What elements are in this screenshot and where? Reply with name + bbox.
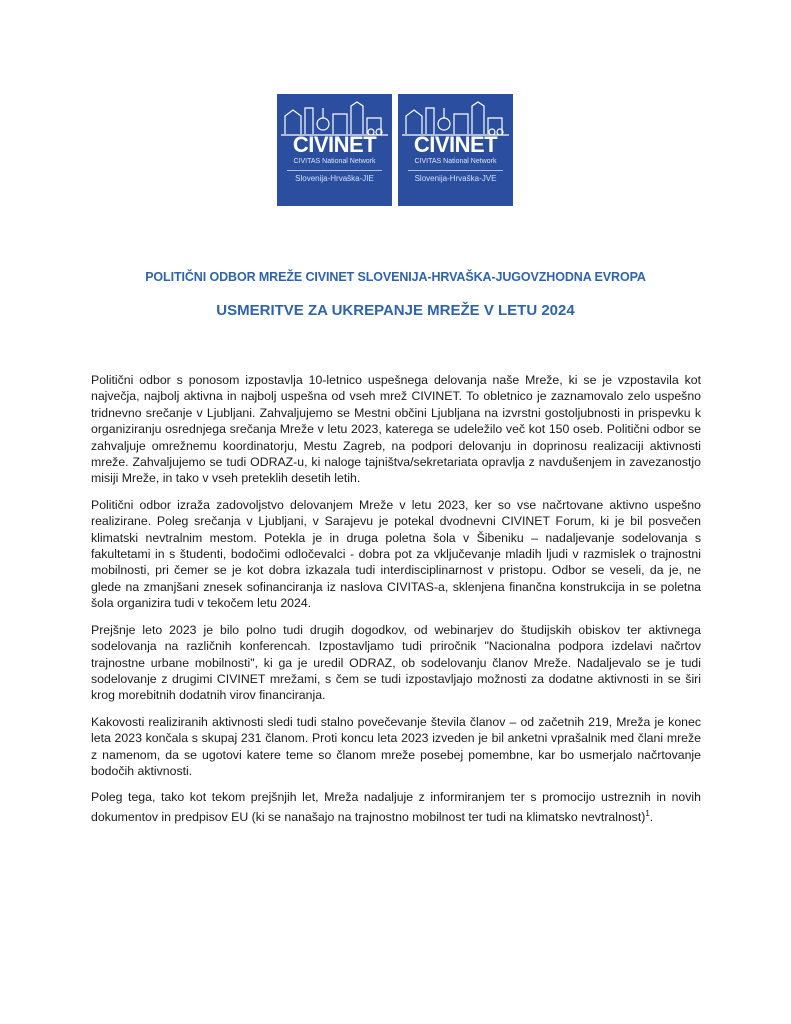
paragraph: Prejšnje leto 2023 je bilo polno tudi drugih dogodkov, od webinarjev do študijskih obiskov ter aktivnega sodelovanja na različnih konferencah. Izpostavljamo tudi priročnik "Nacionalna podpora izdelavi načrtov trajnostne urbane mobilnosti", ki ga je uredil ODRAZ, ob sodelovanju članov Mreže. Nadaljevalo se je tudi sodelovanje z drugimi CIVINET mrežami, s čem se tudi izpostavljajo možnosti za dodatne aktivnosti in se širi krog morebitnih dodatnih virov financiranja.: [91, 622, 701, 703]
logo-region: Slovenija-Hrvaška-JIE: [295, 174, 374, 183]
logo-row: [277, 94, 513, 206]
document-heading: POLITIČNI ODBOR MREŽE CIVINET SLOVENIJA-HRVAŠKA-JUGOVZHODNA EVROPA: [145, 270, 646, 284]
logo-brand: CIVINET: [413, 132, 498, 157]
logo-subtitle: CIVITAS National Network: [414, 158, 497, 165]
paragraph-end: .: [649, 809, 654, 824]
paragraph: Politični odbor s ponosom izpostavlja 10-letnico uspešnega delovanja naše Mreže, ki se je vzpostavila kot največja, najbolj aktivna in najbolj uspešna od vseh mrež CIVINET. To obletnico je zaznamovalo zelo uspešno tridnevno srečanje v Ljubljani. Zahvaljujemo se Mestni občini Ljubljana na izvrstni gostoljubnosti in prispevku k organiziranju osrednjega srečanja Mreže v letu 2023, katerega se udeležilo več kot 150 oseb. Politični odbor se zahvaljuje omrežnemu koordinatorju, Mestu Zagreb, na podpori delovanju in doprinosu realizaciji aktivnosti mreže. Zahvaljujemo se tudi ODRAZ-u, ki naloge tajništva/sekretariata opravlja z navdušenjem in zavezanostjo misiji Mreže, in tako v vseh preteklih desetih letih.: [91, 373, 701, 486]
logo-brand: CIVINET: [292, 132, 377, 157]
paragraph-last: [91, 789, 701, 825]
paragraph-text: Poleg tega, tako kot tekom prejšnjih let, Mreža nadaljuje z informiranjem ter s promocijo ustreznih in novih dokumentov in predpisov EU (ki se nanašajo na trajnostno mobilnost ter tudi na klimatsko nevtralnost): [91, 790, 701, 824]
document-title: USMERITVE ZA UKREPANJE MREŽE V LETU 2024: [216, 302, 575, 319]
logo-divider: [408, 170, 503, 171]
logo-subtitle: CIVITAS National Network: [293, 158, 376, 165]
civinet-logo-left: [277, 94, 392, 206]
footnote-marker[interactable]: 1: [645, 808, 650, 818]
paragraph: Kakovosti realiziranih aktivnosti sledi tudi stalno povečevanje števila članov – od začetnih 219, Mreža je konec leta 2023 končala s skupaj 231 članom. Proti koncu leta 2023 izveden je bil anketni vprašalnik med člani mreže z namenom, da se ugotovi katere teme so članom mreže posebej pomembne, kar bo usmerjalo načrtovanje bodočih aktivnosti.: [91, 714, 701, 778]
logo-region: Slovenija-Hrvaška-JVE: [414, 174, 497, 183]
civinet-logo-right: [398, 94, 513, 206]
document-body: [91, 372, 701, 825]
logo-divider: [287, 170, 382, 171]
paragraph: Politični odbor izraža zadovoljstvo delovanjem Mreže v letu 2023, ker so vse načrtovane aktivno uspešno realizirane. Poleg srečanja v Ljubljani, v Sarajevu je potekal dvodnevni CIVINET Forum, ki je bil posvečen klimatski nevtralnim mestom. Potekla je in druga poletna šola v Šibeniku – nadaljevanje sodelovanja s fakultetami in s študenti, bodočimi odločevalci - dobra pot za vključevanje mladih ljudi v razmislek o trajnostni mobilnosti, pri čemer se je kot dobra izkazala tudi interdisciplinarnost v pristopu. Odbor se veseli, da je, ne glede na zmanjšani znesek sofinanciranja iz naslova CIVITAS-a, sklenjena finančna konstrukcija in se poletna šola organizira tudi v tekočem letu 2024.: [91, 497, 701, 611]
